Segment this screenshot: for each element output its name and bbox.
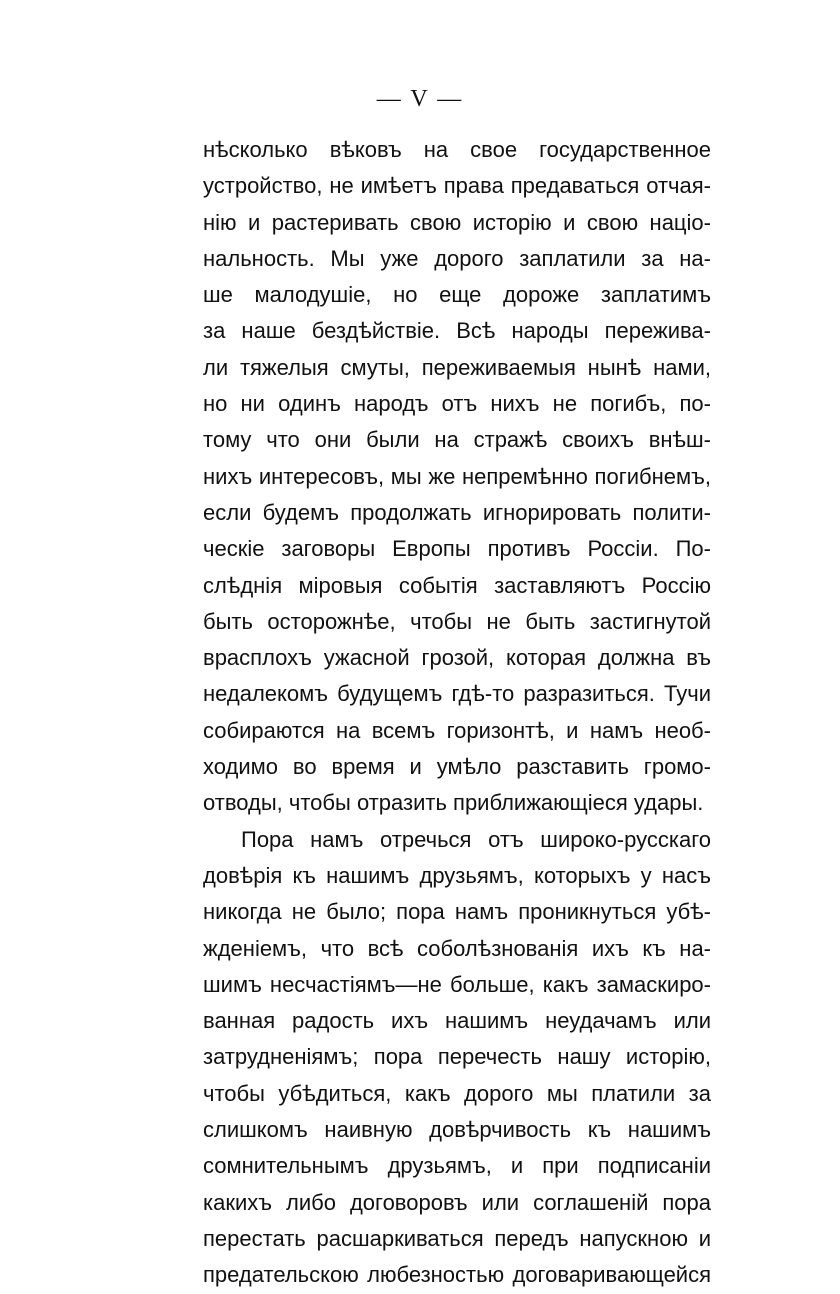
text-line: какихъ либо договоровъ или соглашеній пора (203, 1189, 711, 1215)
text-line: перестать расшаркиваться передъ напускною и (203, 1225, 711, 1251)
text-line: тому что они были на стражѣ своихъ внѣш- (203, 427, 711, 453)
text-line: за наше бездѣйствіе. Всѣ народы пережива- (203, 318, 711, 344)
text-line: собираются на всемъ горизонтѣ, и намъ необ- (203, 717, 711, 743)
text-line: устройство, не имѣетъ права предаваться отчая- (203, 173, 711, 199)
text-line: шимъ несчастіямъ—не больше, какъ замаскиро- (203, 971, 711, 997)
text-line: жденіемъ, что всѣ соболѣзнованія ихъ къ на- (203, 935, 711, 961)
text-line: нію и растеривать свою исторію и свою націо- (203, 209, 711, 235)
text-line: ходимо во время и умѣло разставить громо- (203, 754, 711, 780)
text-line: ли тяжелыя смуты, переживаемыя нынѣ нами, (203, 354, 711, 380)
text-line: ше малодушіе, но еще дороже заплатимъ (203, 282, 711, 308)
text-line: ванная радость ихъ нашимъ неудачамъ или (203, 1008, 711, 1034)
body-text (203, 132, 711, 1294)
text-line: отводы, чтобы отразить приближающіеся удары. (203, 790, 704, 816)
paragraph (203, 822, 711, 1294)
text-line: если будемъ продолжать игнорировать полити- (203, 499, 711, 525)
text-line: довѣрія къ нашимъ друзьямъ, которыхъ у насъ (203, 862, 711, 888)
page-number: — V — (376, 86, 464, 112)
text-line: никогда не было; пора намъ проникнуться убѣ- (203, 899, 711, 925)
text-line: недалекомъ будущемъ гдѣ-то разразиться. Тучи (203, 681, 711, 707)
text-line: чтобы убѣдиться, какъ дорого мы платили за (203, 1080, 711, 1106)
text-line: сомнительнымъ друзьямъ, и при подписаніи (203, 1153, 711, 1179)
text-line: но ни одинъ народъ отъ нихъ не погибъ, по- (203, 391, 711, 417)
text-line: затрудненіямъ; пора перечесть нашу исторію, (203, 1044, 711, 1070)
text-line: Пора намъ отречься отъ широко-русскаго (241, 826, 711, 852)
text-line: нѣсколько вѣковъ на свое государственное (203, 137, 711, 162)
text-line: быть осторожнѣе, чтобы не быть застигнутой (203, 608, 711, 634)
text-line: слѣднія міровыя событія заставляютъ Россію (203, 572, 711, 598)
paragraph (203, 132, 711, 822)
text-line: нихъ интересовъ, мы же непремѣнно погибнемъ, (203, 463, 711, 489)
text-line: слишкомъ наивную довѣрчивость къ нашимъ (203, 1117, 711, 1143)
text-line: ческіе заговоры Европы противъ Россіи. По- (203, 536, 711, 562)
text-line: предательскою любезностью договаривающейся (203, 1262, 711, 1288)
text-line: нальность. Мы уже дорого заплатили за на- (203, 245, 711, 271)
text-line: врасплохъ ужасной грозой, которая должна въ (203, 645, 711, 671)
